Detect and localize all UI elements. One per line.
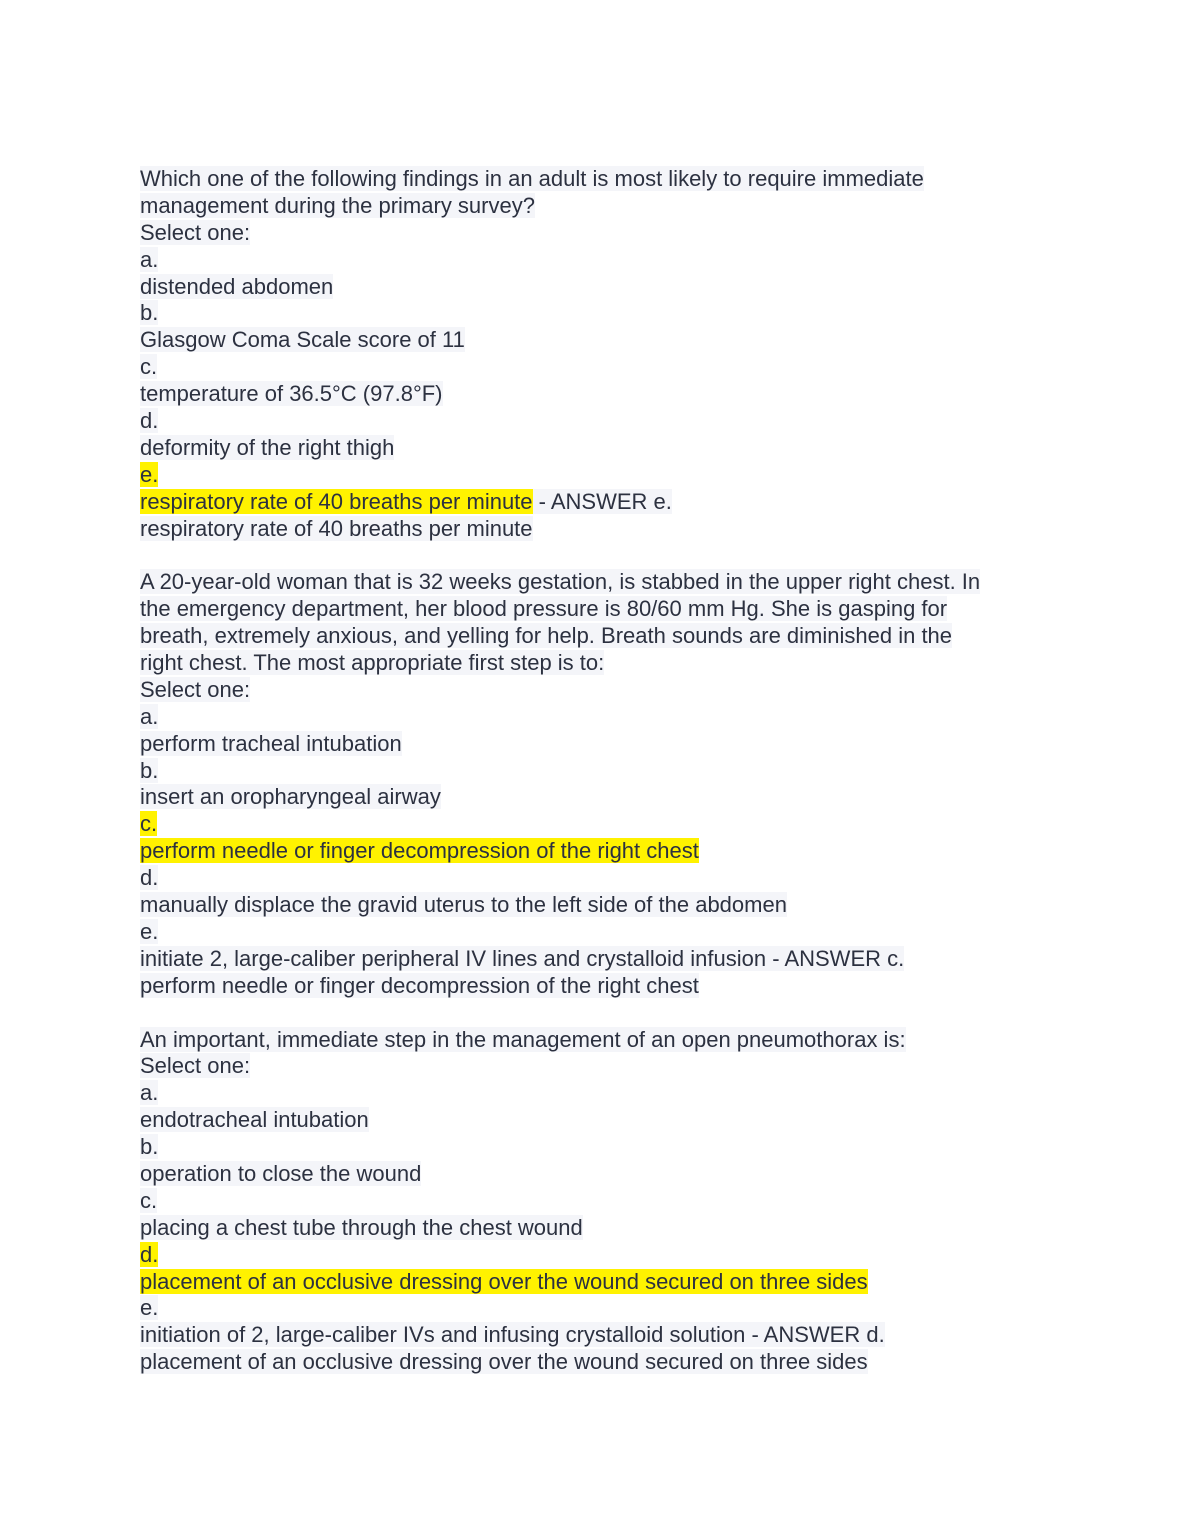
- option-text: temperature of 36.5°C (97.8°F): [140, 381, 443, 407]
- answer-marker: - ANSWER e.: [532, 488, 672, 514]
- option-letter-highlighted: e.: [140, 461, 159, 487]
- spacer: [140, 542, 1050, 569]
- option-text-highlighted: respiratory rate of 40 breaths per minute - ANSWER e.: [140, 488, 672, 514]
- answer-marker: - ANSWER c.: [766, 945, 905, 971]
- option-text: perform tracheal intubation: [140, 730, 402, 756]
- option-letter: c.: [140, 354, 158, 380]
- option-text: insert an oropharyngeal airway: [140, 784, 441, 810]
- select-one-label: Select one:: [140, 1053, 251, 1079]
- option-letter: b.: [140, 757, 159, 783]
- option-letter: b.: [140, 300, 159, 326]
- answer-marker: - ANSWER d.: [745, 1322, 885, 1348]
- option-text: deformity of the right thigh: [140, 434, 395, 460]
- option-letter: a.: [140, 1080, 159, 1106]
- option-letter-highlighted: d.: [140, 1241, 159, 1267]
- option-text: distended abdomen: [140, 273, 334, 299]
- option-letter: d.: [140, 865, 159, 891]
- question-stem-line: right chest. The most appropriate first step is to:: [140, 650, 605, 676]
- document-page: [140, 166, 1050, 1376]
- question-stem-line: An important, immediate step in the management of an open pneumothorax is:: [140, 1026, 906, 1052]
- question-block: [140, 166, 1050, 542]
- option-text: placing a chest tube through the chest wound: [140, 1214, 583, 1240]
- select-one-label: Select one:: [140, 219, 251, 245]
- select-one-label: Select one:: [140, 676, 251, 702]
- option-letter: a.: [140, 246, 159, 272]
- question-block: [140, 569, 1050, 999]
- option-letter: c.: [140, 1187, 158, 1213]
- option-text-highlighted: perform needle or finger decompression of the right chest: [140, 838, 699, 864]
- question-stem-line: A 20-year-old woman that is 32 weeks gestation, is stabbed in the upper right chest. In: [140, 569, 981, 595]
- option-text-highlighted: placement of an occlusive dressing over the wound secured on three sides: [140, 1268, 868, 1294]
- option-letter: e.: [140, 918, 159, 944]
- option-letter: d.: [140, 408, 159, 434]
- question-stem-line: breath, extremely anxious, and yelling for help. Breath sounds are diminished in the: [140, 623, 953, 649]
- option-text: manually displace the gravid uterus to the left side of the abdomen: [140, 892, 787, 918]
- option-letter: e.: [140, 1295, 159, 1321]
- answer-text: placement of an occlusive dressing over the wound secured on three sides: [140, 1349, 868, 1375]
- option-letter: a.: [140, 703, 159, 729]
- question-block: [140, 1027, 1050, 1377]
- option-text: Glasgow Coma Scale score of 11: [140, 327, 465, 353]
- answer-text: perform needle or finger decompression of the right chest: [140, 972, 699, 998]
- question-stem-line: the emergency department, her blood pressure is 80/60 mm Hg. She is gasping for: [140, 596, 948, 622]
- option-text: operation to close the wound: [140, 1160, 422, 1186]
- option-text: initiate 2, large-caliber peripheral IV lines and crystalloid infusion - ANSWER c.: [140, 945, 905, 971]
- option-text: initiation of 2, large-caliber IVs and infusing crystalloid solution - ANSWER d.: [140, 1322, 885, 1348]
- option-letter: b.: [140, 1134, 159, 1160]
- spacer: [140, 1000, 1050, 1027]
- option-letter-highlighted: c.: [140, 811, 158, 837]
- question-stem-line: Which one of the following findings in an adult is most likely to require immediate: [140, 166, 924, 191]
- question-stem-line: management during the primary survey?: [140, 192, 535, 218]
- answer-text: respiratory rate of 40 breaths per minute: [140, 515, 533, 541]
- option-text: endotracheal intubation: [140, 1107, 369, 1133]
